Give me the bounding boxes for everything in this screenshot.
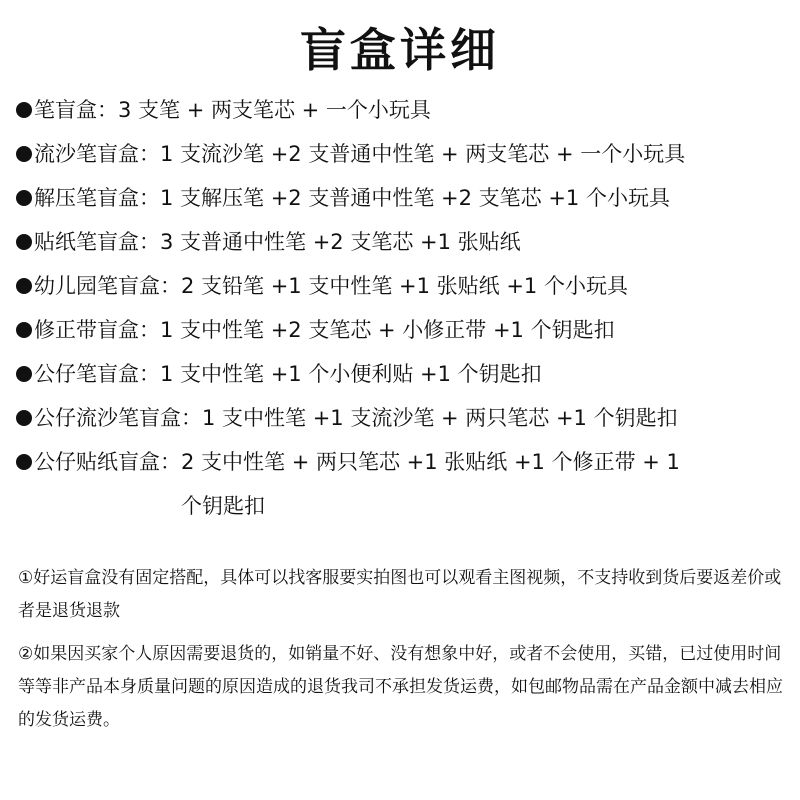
list-item <box>16 396 792 440</box>
item-name: 修正带盲盒： <box>34 318 160 342</box>
item-name: 幼儿园笔盲盒： <box>34 274 181 298</box>
list-item <box>16 88 792 132</box>
item-name: 公仔贴纸盲盒： <box>34 450 181 474</box>
list-item <box>16 440 792 528</box>
list-item <box>16 132 792 176</box>
list-item <box>16 352 792 396</box>
bullet-icon <box>16 234 32 250</box>
item-name: 流沙笔盲盒： <box>34 142 160 166</box>
bullet-icon <box>16 366 32 382</box>
bullet-icon <box>16 190 32 206</box>
item-content: 1 支中性笔 +1 支流沙笔 + 两只笔芯 +1 个钥匙扣 <box>202 406 678 430</box>
bullet-icon <box>16 454 32 470</box>
notes-section <box>18 562 790 747</box>
item-content: 1 支解压笔 +2 支普通中性笔 +2 支笔芯 +1 个小玩具 <box>160 186 670 210</box>
item-name: 公仔笔盲盒： <box>34 362 160 386</box>
item-name: 解压笔盲盒： <box>34 186 160 210</box>
list-item <box>16 176 792 220</box>
note-2: ②如果因买家个人原因需要退货的，如销量不好、没有想象中好，或者不会使用，买错，已过使用时间等等非产品本身质量问题的原因造成的退货我司不承担发货运费，如包邮物品需在产品金额中减去相应的发货运费。 <box>18 644 783 730</box>
item-content: 2 支中性笔 + 两只笔芯 +1 张贴纸 +1 个修正带 + 1 个钥匙扣 <box>181 450 680 518</box>
item-content: 1 支流沙笔 +2 支普通中性笔 + 两支笔芯 + 一个小玩具 <box>160 142 686 166</box>
item-content: 3 支普通中性笔 +2 支笔芯 +1 张贴纸 <box>160 230 521 254</box>
item-name: 贴纸笔盲盒： <box>34 230 160 254</box>
item-name: 笔盲盒： <box>34 98 118 122</box>
list-item <box>16 220 792 264</box>
bullet-icon <box>16 410 32 426</box>
list-item <box>16 308 792 352</box>
note-1: ①好运盲盒没有固定搭配，具体可以找客服要实拍图也可以观看主图视频，不支持收到货后要返差价或者是退货退款 <box>18 568 782 621</box>
bullet-icon <box>16 102 32 118</box>
bullet-icon <box>16 278 32 294</box>
blind-box-list <box>16 88 792 528</box>
page-title: 盲盒详细 <box>300 23 500 77</box>
bullet-icon <box>16 322 32 338</box>
item-content: 2 支铅笔 +1 支中性笔 +1 张贴纸 +1 个小玩具 <box>181 274 628 298</box>
item-content: 1 支中性笔 +2 支笔芯 + 小修正带 +1 个钥匙扣 <box>160 318 615 342</box>
item-name: 公仔流沙笔盲盒： <box>34 406 202 430</box>
list-item <box>16 264 792 308</box>
item-content: 3 支笔 + 两支笔芯 + 一个小玩具 <box>118 98 431 122</box>
bullet-icon <box>16 146 32 162</box>
item-content: 1 支中性笔 +1 个小便利贴 +1 个钥匙扣 <box>160 362 542 386</box>
